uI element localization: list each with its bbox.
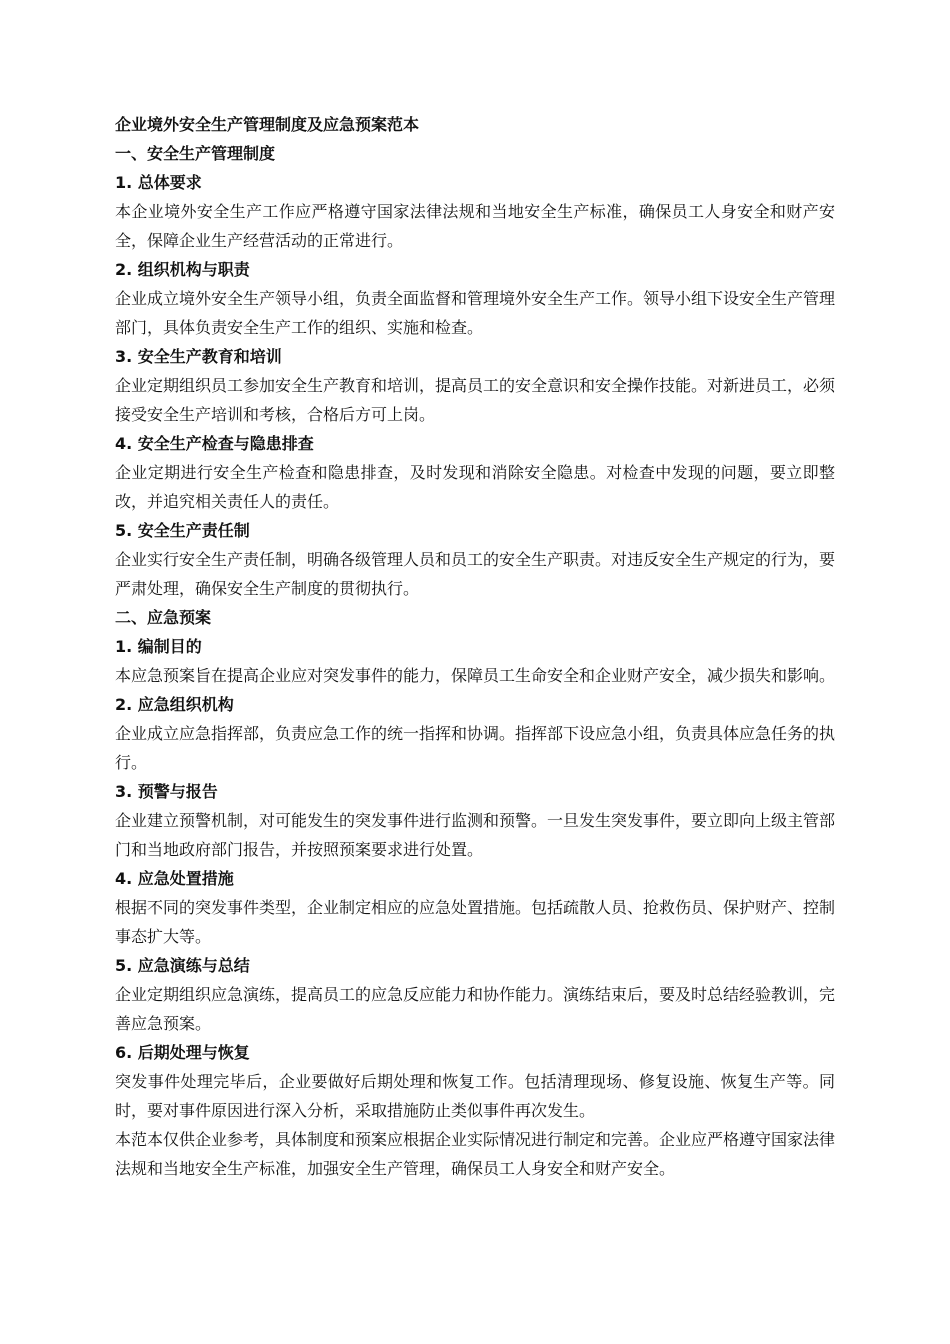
item-text-recovery: 突发事件处理完毕后，企业要做好后期处理和恢复工作。包括清理现场、修复设施、恢复生产等。同时，要对事件原因进行深入分析，采取措施防止类似事件再次发生。 [115, 1072, 835, 1120]
item-heading-purpose: 1. 编制目的 [115, 637, 202, 656]
item-text-general-requirements: 本企业境外安全生产工作应严格遵守国家法律法规和当地安全生产标准，确保员工人身安全和财产安全，保障企业生产经营活动的正常进行。 [115, 202, 835, 250]
section-heading-emergency-plan: 二、应急预案 [115, 608, 212, 627]
item-heading-inspection: 4. 安全生产检查与隐患排查 [115, 434, 314, 453]
item-heading-organization: 2. 组织机构与职责 [115, 260, 250, 279]
item-heading-drills: 5. 应急演练与总结 [115, 956, 250, 975]
section-heading-safety-management: 一、安全生产管理制度 [115, 144, 276, 163]
item-text-training: 企业定期组织员工参加安全生产教育和培训，提高员工的安全意识和安全操作技能。对新进员工，必须接受安全生产培训和考核，合格后方可上岗。 [115, 376, 836, 424]
item-heading-emergency-organization: 2. 应急组织机构 [115, 695, 234, 714]
item-text-purpose: 本应急预案旨在提高企业应对突发事件的能力，保障员工生命安全和企业财产安全，减少损失和影响。 [115, 666, 836, 685]
item-heading-response-measures: 4. 应急处置措施 [115, 869, 234, 888]
item-text-organization: 企业成立境外安全生产领导小组，负责全面监督和管理境外安全生产工作。领导小组下设安全生产管理部门，具体负责安全生产工作的组织、实施和检查。 [115, 289, 836, 337]
item-text-drills: 企业定期组织应急演练，提高员工的应急反应能力和协作能力。演练结束后，要及时总结经验教训，完善应急预案。 [115, 985, 836, 1033]
document-title: 企业境外安全生产管理制度及应急预案范本 [115, 115, 420, 134]
document-page [115, 110, 835, 1183]
item-text-inspection: 企业定期进行安全生产检查和隐患排查，及时发现和消除安全隐患。对检查中发现的问题，要立即整改，并追究相关责任人的责任。 [115, 463, 835, 511]
item-heading-general-requirements: 1. 总体要求 [115, 173, 202, 192]
closing-paragraph: 本范本仅供企业参考，具体制度和预案应根据企业实际情况进行制定和完善。企业应严格遵守国家法律法规和当地安全生产标准，加强安全生产管理，确保员工人身安全和财产安全。 [115, 1130, 836, 1178]
item-heading-warning-report: 3. 预警与报告 [115, 782, 218, 801]
item-text-responsibility: 企业实行安全生产责任制，明确各级管理人员和员工的安全生产职责。对违反安全生产规定的行为，要严肃处理，确保安全生产制度的贯彻执行。 [115, 550, 836, 598]
item-heading-recovery: 6. 后期处理与恢复 [115, 1043, 250, 1062]
item-heading-responsibility: 5. 安全生产责任制 [115, 521, 250, 540]
item-text-response-measures: 根据不同的突发事件类型，企业制定相应的应急处置措施。包括疏散人员、抢救伤员、保护财产、控制事态扩大等。 [115, 898, 836, 946]
item-text-warning-report: 企业建立预警机制，对可能发生的突发事件进行监测和预警。一旦发生突发事件，要立即向上级主管部门和当地政府部门报告，并按照预案要求进行处置。 [115, 811, 836, 859]
item-heading-training: 3. 安全生产教育和培训 [115, 347, 282, 366]
item-text-emergency-organization: 企业成立应急指挥部，负责应急工作的统一指挥和协调。指挥部下设应急小组，负责具体应急任务的执行。 [115, 724, 836, 772]
